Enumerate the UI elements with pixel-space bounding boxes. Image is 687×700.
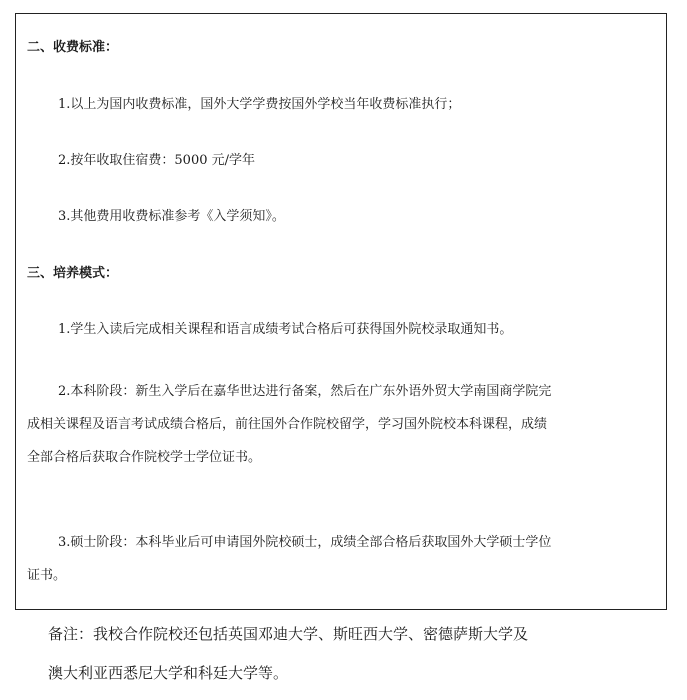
note-line-2: 澳大利亚西悉尼大学和科廷大学等。 [48, 664, 289, 682]
fee-item-3: 3.其他费用收费标准参考《入学须知》。 [58, 209, 285, 224]
fee-item-1: 1.以上为国内收费标准，国外大学学费按国外学校当年收费标准执行； [58, 97, 461, 112]
training-item-3-line-1: 3.硕士阶段：本科毕业后可申请国外院校硕士，成绩全部合格后获取国外大学硕士学位 [58, 535, 552, 550]
training-item-3-line-2: 证书。 [27, 568, 67, 583]
section-heading-training: 三、培养模式： [27, 266, 119, 281]
training-item-2-line-2: 成相关课程及语言考试成绩合格后，前往国外合作院校留学，学习国外院校本科课程，成绩 [27, 417, 548, 432]
training-item-1: 1.学生入读后完成相关课程和语言成绩考试合格后可获得国外院校录取通知书。 [58, 322, 513, 337]
training-item-2-line-1: 2.本科阶段：新生入学后在嘉华世达进行备案，然后在广东外语外贸大学南国商学院完 [58, 384, 552, 399]
training-item-2-line-3: 全部合格后获取合作院校学士学位证书。 [27, 450, 262, 465]
section-heading-fees: 二、收费标准： [27, 40, 119, 55]
note-line-1: 备注：我校合作院校还包括英国邓迪大学、斯旺西大学、密德萨斯大学及 [48, 625, 529, 643]
fee-item-2: 2.按年收取住宿费：5000 元/学年 [58, 153, 255, 168]
